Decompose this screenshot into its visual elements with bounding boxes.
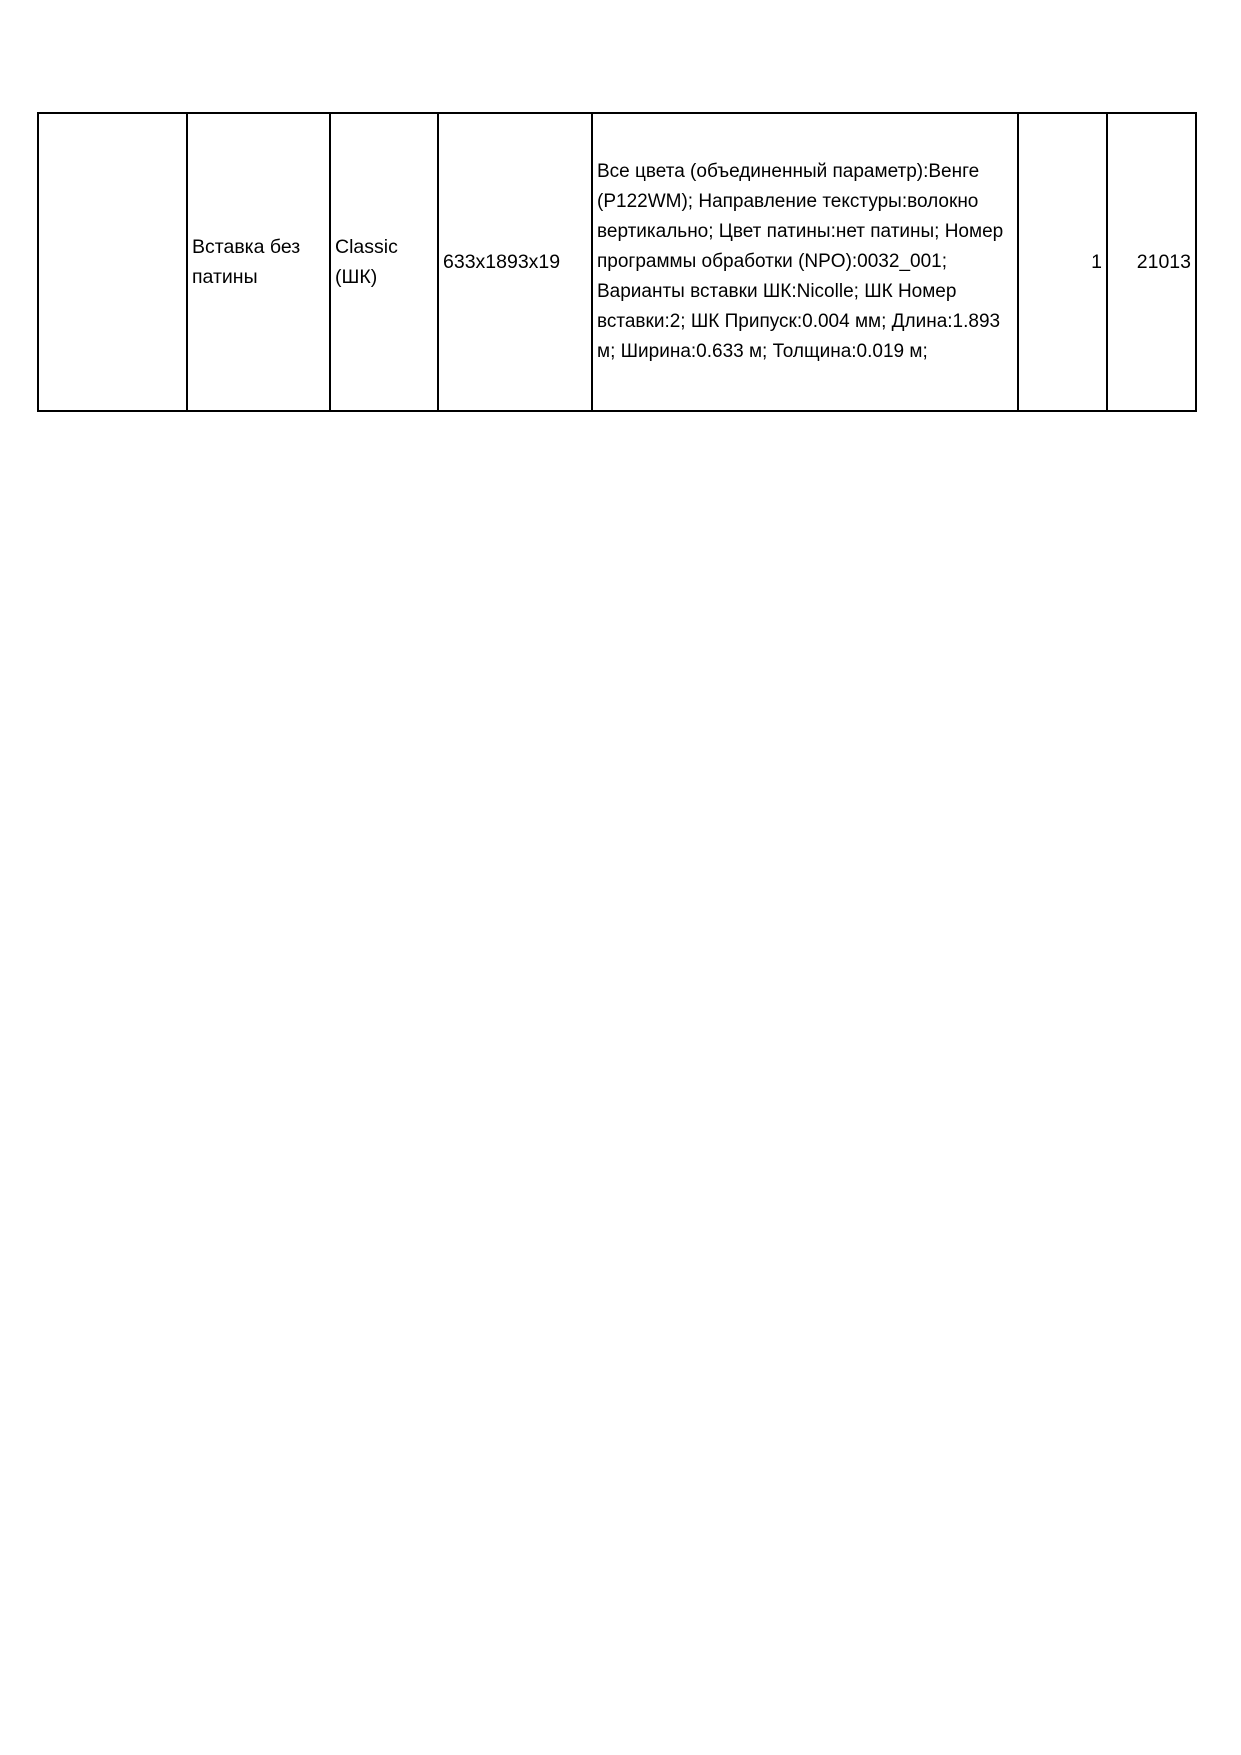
description-cell: Все цвета (объединенный параметр):Венге (P122WM); Направление текстуры:волокно вертикально; Цвет патины:нет патины; Номер программы обработки (NPO):0032_001; Варианты вставки ШК:Nicolle; ШК Номер вставки:2; ШК Припуск:0.004 мм; Длина:1.893 м; Ширина:0.633 м; Толщина:0.019 м; — [592, 113, 1018, 411]
size-cell: 633x1893x19 — [438, 113, 592, 411]
code-cell: 21013 — [1107, 113, 1196, 411]
order-table — [37, 112, 1197, 412]
table-row — [38, 113, 1196, 411]
quantity-cell: 1 — [1018, 113, 1107, 411]
series-cell: Classic (ШК) — [330, 113, 438, 411]
empty-cell — [38, 113, 187, 411]
item-name-cell: Вставка без патины — [187, 113, 330, 411]
